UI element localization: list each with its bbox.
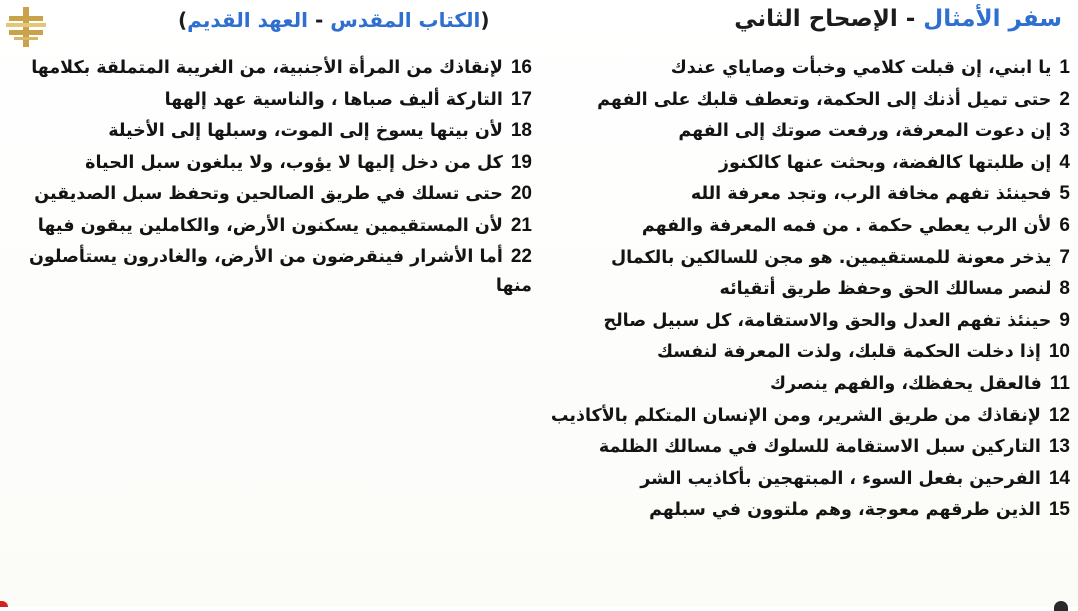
- verse-text: فالعقل يحفظك، والفهم ينصرك: [769, 373, 1042, 394]
- verse-number: 18: [510, 120, 532, 142]
- verses-column-left: [6, 52, 532, 301]
- verse-line: [540, 84, 1070, 116]
- verse-number: 19: [510, 151, 532, 173]
- verse-line: [6, 147, 532, 179]
- verse-number: 8: [1059, 278, 1070, 300]
- verses-column-right: [540, 52, 1070, 526]
- verse-line: [6, 52, 532, 84]
- scroll-indicator: [1054, 601, 1068, 611]
- testament-title: العهد القديم: [187, 8, 309, 32]
- verse-line: [540, 494, 1070, 526]
- verse-text: التاركين سبل الاستقامة للسلوك في مسالك الظلمة: [598, 437, 1041, 458]
- verse-line: [540, 368, 1070, 400]
- bible-reference-title: (الكتاب المقدس - العهد القديم): [178, 8, 490, 32]
- verse-text: إن دعوت المعرفة، ورفعت صوتك إلى الفهم: [678, 121, 1052, 142]
- verse-text: الفرحين بفعل السوء ، المبتهجين بأكاذيب الشر: [640, 468, 1041, 489]
- verse-line: [540, 210, 1070, 242]
- verse-line: [540, 431, 1070, 463]
- verse-number: 1: [1059, 57, 1070, 78]
- verse-number: 12: [1048, 404, 1070, 426]
- verse-text: يذخر معونة للمستقيمين. هو مجن للسالكين بالكمال: [610, 247, 1052, 268]
- verse-line: [540, 463, 1070, 495]
- verse-line: [540, 305, 1070, 337]
- verse-number: 14: [1048, 467, 1070, 489]
- verse-text: لأن بيتها يسوخ إلى الموت، وسبلها إلى الأخيلة: [108, 121, 503, 142]
- slide-header: [0, 4, 1078, 44]
- verse-number: 15: [1048, 499, 1070, 521]
- verse-number: 13: [1048, 436, 1070, 458]
- verse-number: 16: [510, 57, 532, 78]
- verse-line: [6, 84, 532, 116]
- verse-text: لإنقاذك من المرأة الأجنبية، من الغريبة المتملقة بكلامها: [31, 58, 503, 78]
- verse-text: فحينئذ تفهم مخافة الرب، وتجد معرفة الله: [690, 184, 1052, 205]
- verse-number: 6: [1059, 214, 1070, 236]
- verse-line: [6, 210, 532, 242]
- verse-number: 20: [510, 183, 532, 205]
- verse-number: 17: [510, 88, 532, 110]
- verse-text: كل من دخل إليها لا يؤوب، ولا يبلغون سبل الحياة: [85, 152, 503, 173]
- verse-number: 3: [1059, 120, 1070, 142]
- verse-text: إن طلبتها كالفضة، وبحثت عنها كالكنوز: [718, 152, 1052, 173]
- verse-line: [540, 242, 1070, 274]
- verse-line: [540, 273, 1070, 305]
- bible-title: الكتاب المقدس: [330, 8, 481, 32]
- verse-number: 11: [1049, 372, 1070, 394]
- verse-text: الذين طرقهم معوجة، وهم ملتوون في سبلهم: [649, 500, 1041, 521]
- verse-line: [540, 115, 1070, 147]
- verse-line: [6, 115, 532, 147]
- verse-line: [540, 52, 1070, 84]
- verse-text: حتى تميل أذنك إلى الحكمة، وتعطف قلبك على الفهم: [597, 89, 1052, 110]
- verse-text: التاركة أليف صباها ، والناسية عهد إلهها: [164, 89, 503, 110]
- verse-line: [6, 242, 532, 301]
- cross-logo-icon: [4, 6, 48, 48]
- verse-number: 21: [510, 214, 532, 236]
- progress-marker: [0, 601, 8, 607]
- verse-line: [540, 147, 1070, 179]
- verse-number: 9: [1059, 309, 1070, 331]
- verse-text: حينئذ تفهم العدل والحق والاستقامة، كل سبيل صالح: [603, 310, 1052, 331]
- verse-number: 10: [1048, 341, 1070, 363]
- verse-text: لأن الرب يعطي حكمة . من فمه المعرفة والفهم: [641, 215, 1052, 236]
- verse-line: [540, 336, 1070, 368]
- verse-text: لأن المستقيمين يسكنون الأرض، والكاملين يبقون فيها: [37, 215, 503, 236]
- verse-number: 22: [510, 245, 532, 267]
- chapter-name: الإصحاح الثاني: [734, 6, 898, 32]
- verse-text: لنصر مسالك الحق وحفظ طريق أتقيائه: [719, 279, 1052, 300]
- verse-text: يا ابني، إن قبلت كلامي وخبأت وصاياي عندك: [670, 58, 1052, 78]
- verse-text: أما الأشرار فينقرضون من الأرض، والغادرون يستأصلون منها: [28, 246, 532, 296]
- verse-text: حتى تسلك في طريق الصالحين وتحفظ سبل الصديقين: [34, 184, 503, 205]
- book-title: سفر الأمثال: [923, 6, 1062, 32]
- verse-text: لإنقاذك من طريق الشرير، ومن الإنسان المتكلم بالأكاذيب: [550, 405, 1041, 426]
- chapter-title: سفر الأمثال - الإصحاح الثاني: [734, 6, 1062, 32]
- verse-number: 4: [1059, 151, 1070, 173]
- verse-number: 5: [1059, 183, 1070, 205]
- verse-line: [6, 178, 532, 210]
- verse-line: [540, 178, 1070, 210]
- verse-number: 7: [1059, 246, 1070, 268]
- verse-text: إذا دخلت الحكمة قلبك، ولذت المعرفة لنفسك: [656, 342, 1041, 363]
- verse-number: 2: [1059, 88, 1070, 110]
- verse-line: [540, 400, 1070, 432]
